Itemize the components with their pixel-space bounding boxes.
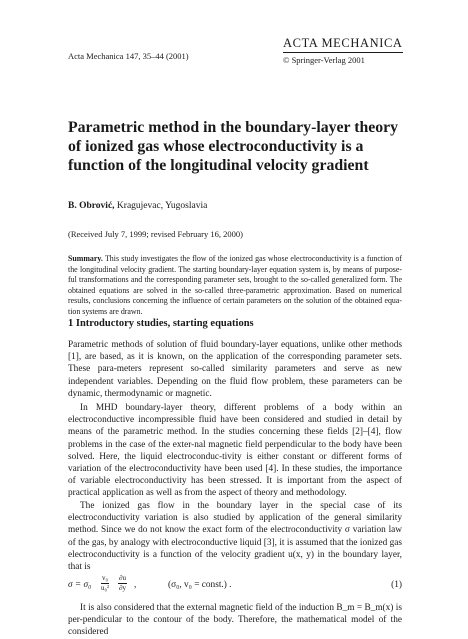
- equation-condition: (σ₀, v₀ = const.) .: [168, 580, 232, 590]
- received-dates: (Received July 7, 1999; revised February 16, 2000): [68, 229, 243, 239]
- equation-1: [68, 576, 402, 596]
- author-affiliation: Kragujevac, Yugoslavia: [114, 201, 208, 211]
- fraction-1-denominator: u₀²: [101, 584, 110, 592]
- fraction-2-numerator: ∂u: [119, 574, 126, 582]
- section-heading: 1 Introductory studies, starting equations: [68, 318, 254, 329]
- paragraph-3: The ionized gas flow in the boundary layer in the special case of its electroconductivity variation is also studied by application of the general similarity method. Since we do not know the exact form of the electroconductivity σ variation law of the gas, by analogy with electroconductive liquid [3], it is assumed that the ionized gas electroconductivity is a function of the velocity gradient u(x, y) in the boundary layer, that is: [68, 501, 402, 573]
- fraction-2-denominator: ∂y: [119, 584, 126, 592]
- running-head: Acta Mechanica 147, 35–44 (2001): [68, 51, 189, 61]
- author-name: B. Obrović,: [68, 201, 115, 211]
- equation-comma: ,: [134, 580, 137, 590]
- article-title: Parametric method in the boundary-layer theory of ionized gas whose electroconductivity is a function of the longitudinal velocity gradient: [68, 119, 399, 174]
- equation-fraction-2: [118, 574, 127, 593]
- author-line: [68, 201, 207, 211]
- paragraph-1: Parametric methods of solution of fluid boundary-layer equations, unlike other methods [1], are based, as it is known, on the application of the corresponding parameter sets. These para-meters represent so-called similarity parameters and serve as new independent variables. Depending on the fluid flow problem, these parameters can be dynamic, thermodynamic or magnetic.: [68, 340, 402, 399]
- paragraph-2: In MHD boundary-layer theory, different problems of a body within an electroconductive incompressible fluid have been considered and studied in detail by means of the parametric method. In the studies concerning these fields [2]–[4], flow problems in the case of the exter-nal magnetic field perpendicular to the body have been solved. Here, the liquid electroconduc-tivity is either constant or different forms of variation of the electroconductivity have been used [4]. In these studies, the importance of variable electroconductivity has been stressed. It is important from the aspect of practical application as well as from the aspect of theory and methodology.: [68, 403, 402, 499]
- journal-box: [283, 36, 403, 65]
- summary-label: Summary.: [68, 254, 103, 263]
- equation-fraction-1: [101, 574, 109, 593]
- equation-lhs: σ = σ₀: [68, 580, 92, 590]
- fraction-1-numerator: v₀: [102, 574, 108, 582]
- copyright-line: © Springer-Verlag 2001: [283, 55, 365, 65]
- equation-number: (1): [391, 580, 402, 590]
- journal-name: ACTA MECHANICA: [283, 36, 403, 53]
- paragraph-4: It is also considered that the external magnetic field of the induction B_m = B_m(x) is per-pendicular to the contour of the body. Therefore, the mathematical model of the considered: [68, 603, 402, 638]
- summary-text: This study investigates the flow of the ionized gas whose electroconductivity is a function of the longitudinal velocity gradient. The starting boundary-layer equation system is, by means of purpose-ful transformations and the corresponding parameter sets, brought to the so-called generalized form. The obtained equations are solved in the so-called three-parametric approximation. Based on numerical results, conclusions concerning the influence of certain parameters on the solution of the obtained equa-tion systems are drawn.: [68, 254, 402, 316]
- summary-abstract: [68, 254, 402, 318]
